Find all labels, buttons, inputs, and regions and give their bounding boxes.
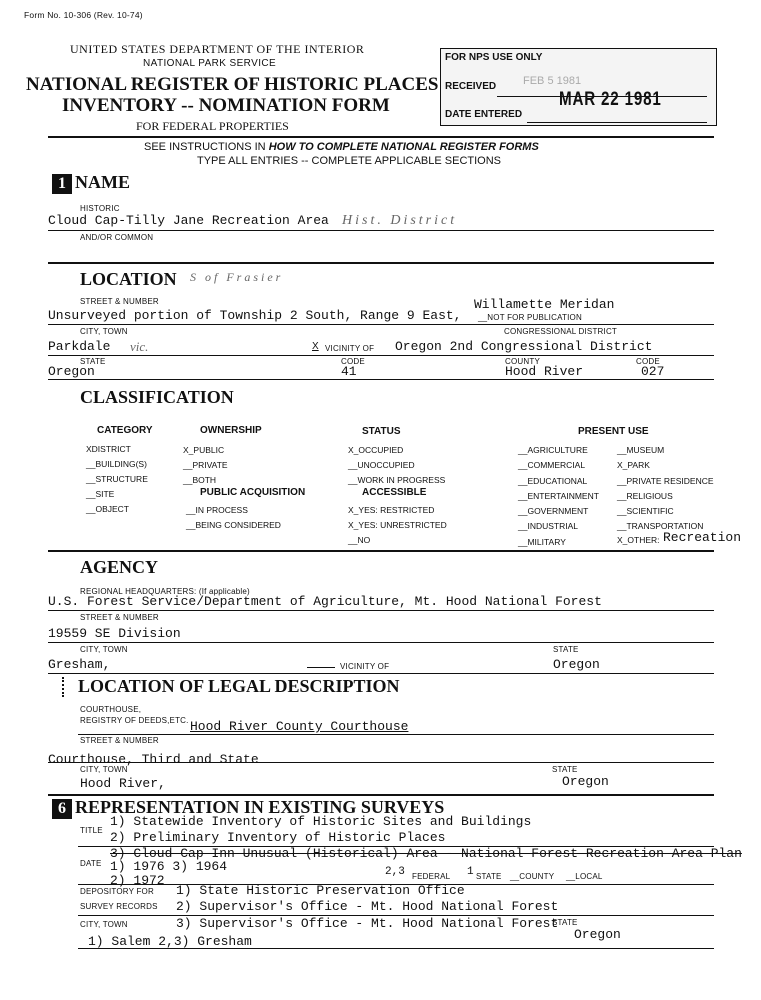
surveys-heading: 6 REPRESENTATION IN EXISTING SURVEYS [52,797,444,819]
nps-box-label: FOR NPS USE ONLY [445,52,543,63]
public-acquisition-header: PUBLIC ACQUISITION [200,487,306,498]
department-name: UNITED STATES DEPARTMENT OF THE INTERIOR [70,42,365,56]
not-for-publication: __NOT FOR PUBLICATION [478,313,582,322]
category-header: CATEGORY [97,425,153,436]
nps-use-box [440,48,717,126]
county-label: COUNTY [505,357,540,366]
street-label: STREET & NUMBER [80,297,159,306]
vicinity-mark: X [312,341,319,352]
form-title-1: NATIONAL REGISTER OF HISTORIC PLACES [26,74,439,95]
ownership-header: OWNERSHIP [200,425,262,436]
accessible-item[interactable]: __NO [348,535,371,545]
registry-label: REGISTRY OF DEEDS,ETC. [80,716,189,725]
legal-city-label: CITY, TOWN [80,765,128,774]
state-survey-label[interactable]: STATE [476,872,502,881]
present-use-other-label[interactable]: X_OTHER: [617,535,660,545]
agency-vicinity-blank [307,667,335,668]
ownership-item[interactable]: X_PUBLIC [183,445,225,455]
city-line [48,355,714,356]
form-subtitle: FOR FEDERAL PROPERTIES [136,119,289,133]
present-use-item[interactable]: __SCIENTIFIC [617,506,674,517]
section-number-1: 1 [52,174,72,194]
legal-state-label: STATE [552,765,578,774]
form-number: Form No. 10-306 (Rev. 10-74) [24,10,143,20]
present-use-item[interactable]: __COMMERCIAL [518,460,586,471]
survey-city-label: CITY, TOWN [80,920,128,929]
survey-records-label: SURVEY RECORDS [80,902,158,911]
legal-state-value: Oregon [562,774,609,789]
location-handwritten-note: S of Frasier [190,270,284,284]
agency-city-line [48,673,714,674]
depository-3: 3) Supervisor's Office - Mt. Hood National Forest [176,916,559,931]
city-value: Parkdale [48,339,111,354]
survey-city-value: 1) Salem 2,3) Gresham [88,934,252,949]
present-use-item[interactable]: __PRIVATE RESIDENCE [617,475,714,486]
status-item[interactable]: __WORK IN PROGRESS [348,475,446,485]
form-title-2: INVENTORY -- NOMINATION FORM [62,95,390,116]
legal-bottom-rule [48,794,714,796]
classification-heading: CLASSIFICATION [80,387,234,407]
survey-dates-2: 2) 1972 [110,873,165,888]
agency-vicinity-label: VICINITY OF [340,662,390,671]
present-use-list-2 [617,443,714,535]
present-use-item[interactable]: __GOVERNMENT [518,506,589,517]
category-item[interactable]: __SITE [86,489,115,499]
agency-state-value: Oregon [553,657,600,672]
county-survey-label[interactable]: __COUNTY [510,872,555,881]
received-stamp: FEB 5 1981 [523,75,582,87]
accessible-item[interactable]: X_YES: UNRESTRICTED [348,520,447,530]
survey-title-2: 2) Preliminary Inventory of Historic Places [110,830,446,845]
street-value: Unsurveyed portion of Township 2 South, Range 9 East, [48,308,462,323]
ownership-item[interactable]: __PRIVATE [183,460,228,470]
category-item[interactable]: __STRUCTURE [86,474,148,484]
state-code-value: 41 [341,364,357,379]
survey-state-value: Oregon [574,927,621,942]
present-use-item[interactable]: __ENTERTAINMENT [518,490,599,501]
header-rule [48,136,714,138]
depository-label: DEPOSITORY FOR [80,887,154,896]
historic-handwritten-note: Hist. District [342,213,458,228]
entered-line [527,122,707,123]
category-item[interactable]: __BUILDING(S) [86,459,147,469]
present-use-item[interactable]: __MUSEUM [617,445,665,455]
city-label: CITY, TOWN [80,327,128,336]
state-survey-mark: 1 [467,866,474,878]
survey-title-1: 1) Statewide Inventory of Historic Sites and Buildings [110,814,532,829]
acquisition-item[interactable]: __BEING CONSIDERED [186,520,281,530]
agency-hq-line [48,610,714,611]
present-use-list-1 [518,443,599,550]
present-use-header: PRESENT USE [578,426,649,437]
historic-line [48,230,714,231]
status-header: STATUS [362,426,401,437]
legal-street-value: Courthouse, Third and State [48,752,259,767]
local-survey-label[interactable]: __LOCAL [566,872,603,881]
status-item[interactable]: X_OCCUPIED [348,445,404,455]
state-label: STATE [80,357,106,366]
agency-street-line [48,642,714,643]
category-item[interactable]: XDISTRICT [86,444,131,454]
agency-heading: AGENCY [80,557,159,577]
historic-name-value: Cloud Cap-Tilly Jane Recreation Area [48,213,329,228]
present-use-item[interactable]: __INDUSTRIAL [518,521,578,532]
ownership-list [183,443,228,488]
legal-margin-mark [62,677,64,697]
present-use-item[interactable]: X_PARK [617,460,650,471]
accessible-header: ACCESSIBLE [362,487,427,498]
ownership-item[interactable]: __BOTH [183,475,217,485]
service-name: NATIONAL PARK SERVICE [143,58,277,69]
received-label: RECEIVED [445,81,497,92]
agency-city-value: Gresham, [48,657,111,672]
acquisition-list [186,503,281,533]
present-use-item[interactable]: __AGRICULTURE [518,445,588,455]
survey-city-line [78,948,714,949]
agency-city-label: CITY, TOWN [80,645,128,654]
status-item[interactable]: __UNOCCUPIED [348,460,415,470]
name-section-heading: 1 NAME [52,172,130,194]
federal-mark: 2,3 [385,866,405,878]
accessible-item[interactable]: X_YES: RESTRICTED [348,505,435,515]
meridian-value: Willamette Meridan [474,297,615,312]
state-line [48,379,714,380]
present-use-item[interactable]: __TRANSPORTATION [617,521,704,532]
courthouse-value: Hood River County Courthouse [190,719,409,734]
depository-2: 2) Supervisor's Office - Mt. Hood National Forest [176,899,559,914]
congressional-district-value: Oregon 2nd Congressional District [395,339,653,354]
city-handwritten-note: vic. [130,339,149,354]
legal-description-heading: LOCATION OF LEGAL DESCRIPTION [78,676,400,696]
legal-street-label: STREET & NUMBER [80,736,159,745]
date-entered-label: DATE ENTERED [445,109,523,120]
location-heading: LOCATION [80,269,177,289]
status-list [348,443,445,488]
street-line [48,324,714,325]
agency-street-value: 19559 SE Division [48,626,181,641]
agency-street-label: STREET & NUMBER [80,613,159,622]
instructions-line-1: SEE INSTRUCTIONS IN HOW TO COMPLETE NATIONAL REGISTER FORMS [144,141,539,153]
county-value: Hood River [505,364,584,379]
common-label: AND/OR COMMON [80,233,154,242]
accessible-list [348,503,447,548]
survey-state-label: STATE [552,918,578,927]
present-use-other-value: Recreation [663,530,742,545]
entered-stamp: MAR 22 1981 [559,89,662,110]
depository-1: 1) State Historic Preservation Office [176,883,465,898]
survey-title-3: 3) Cloud Cap Inn Unusual (Historical) Area - National Forest Recreation Area Plan [110,846,742,861]
present-use-item[interactable]: __EDUCATIONAL [518,475,588,486]
classification-bottom-rule [48,550,714,552]
legal-city-value: Hood River, [80,776,166,791]
congressional-district-label: CONGRESSIONAL DISTRICT [504,327,618,336]
acquisition-item[interactable]: __IN PROCESS [186,505,248,515]
present-use-item[interactable]: __RELIGIOUS [617,490,673,501]
survey-dates-1: 1) 1976 3) 1964 [110,859,228,874]
agency-state-label: STATE [553,645,579,654]
regional-hq-label: REGIONAL HEADQUARTERS: (If applicable) [80,587,250,596]
regional-hq-value: U.S. Forest Service/Department of Agriculture, Mt. Hood National Forest [48,594,602,609]
courthouse-line [78,734,714,735]
present-use-item[interactable]: __MILITARY [518,536,566,547]
courthouse-label: COURTHOUSE, [80,705,142,714]
county-code-value: 027 [641,364,665,379]
section-number-6: 6 [52,799,72,819]
vicinity-label: VICINITY OF [325,344,375,353]
state-value: Oregon [48,364,95,379]
survey-date-label: DATE [80,859,102,868]
category-list [86,442,148,517]
legal-street-line [48,762,714,763]
county-code-label: CODE [636,357,660,366]
name-bottom-rule [48,262,714,264]
survey-title-label: TITLE [80,826,103,835]
instructions-line-2: TYPE ALL ENTRIES -- COMPLETE APPLICABLE SECTIONS [197,155,502,167]
category-item[interactable]: __OBJECT [86,504,129,514]
historic-label: HISTORIC [80,204,120,213]
code-label: CODE [341,357,365,366]
federal-label[interactable]: FEDERAL [412,872,451,881]
